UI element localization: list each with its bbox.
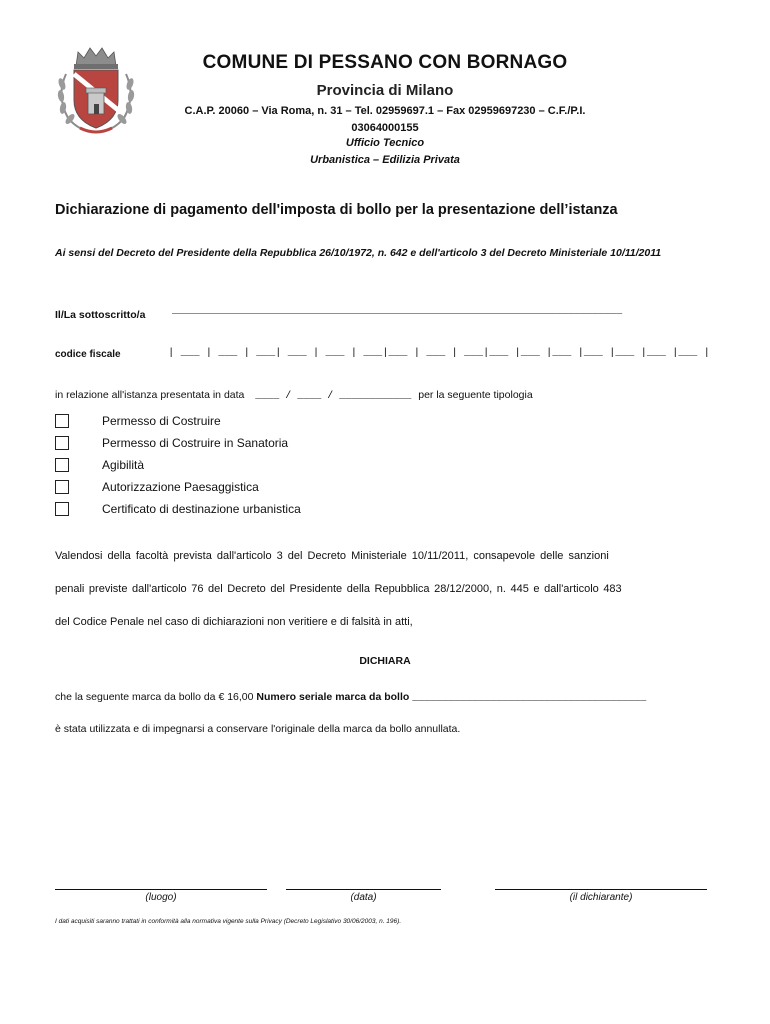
office-name: Ufficio Tecnico: [345, 137, 425, 149]
fiscal-code-label: codice fiscale: [55, 349, 121, 360]
stamp-serial-label: Numero seriale marca da bollo: [256, 691, 410, 703]
province-name: Provincia di Milano: [316, 82, 454, 99]
type-option-label: Permesso di Costruire: [102, 414, 221, 428]
municipal-crest-logo: [52, 44, 140, 136]
relation-suffix: per la seguente tipologia: [418, 389, 533, 401]
type-option-permesso[interactable]: [55, 413, 221, 429]
checkbox[interactable]: [55, 502, 69, 516]
stamp-line: [55, 691, 646, 704]
municipality-title: COMUNE DI PESSANO CON BORNAGO: [202, 52, 568, 73]
declaration-line-1: Valendosi della facoltà prevista dall'articolo 3 del Decreto Ministeriale 10/11/2011, consapevole delle sanzioni: [55, 550, 609, 562]
address-block: [140, 103, 630, 137]
checkbox[interactable]: [55, 458, 69, 472]
signatory-label: Il/La sottoscritto/a: [55, 309, 146, 321]
stamp-prefix: che la seguente marca da bollo da € 16,00: [55, 691, 254, 703]
relation-prefix: in relazione all'istanza presentata in data: [55, 389, 245, 401]
tax-code-line: 03064000155: [351, 122, 419, 134]
type-option-label: Permesso di Costruire in Sanatoria: [102, 436, 289, 450]
date-label: (data): [350, 892, 377, 903]
fiscal-code-boxes[interactable]: | ___ | ___ | ___| ___ | ___ | ___|___ | ___ | ___|___ |___ |___ |___ |___ |___ |___ |: [168, 347, 710, 359]
checkbox[interactable]: [55, 414, 69, 428]
document-title: Dichiarazione di pagamento dell'imposta di bollo per la presentazione dell’istanza: [55, 202, 618, 218]
checkbox[interactable]: [55, 480, 69, 494]
declaration-line-3: del Codice Penale nel caso di dichiarazioni non veritiere e di falsità in atti,: [55, 616, 413, 628]
type-option-agibilita[interactable]: [55, 457, 145, 473]
stamp-usage-text: è stata utilizzata e di impegnarsi a conservare l'originale della marca da bollo annullata.: [55, 723, 461, 735]
type-option-certificato[interactable]: [55, 501, 301, 517]
law-reference: Ai sensi del Decreto del Presidente della Repubblica 26/10/1972, n. 642 e dell'articolo 3 del Decreto Ministeriale 10/11/2011: [55, 247, 662, 259]
type-option-label: Autorizzazione Paesaggistica: [102, 480, 259, 494]
signature-field[interactable]: [495, 889, 707, 890]
signatory-name-field[interactable]: ___________________________________________________________________________: [172, 306, 623, 317]
type-option-paesaggistica[interactable]: [55, 479, 259, 495]
declares-heading: DICHIARA: [359, 655, 411, 667]
application-date-field[interactable]: ____ / ____ / ____________: [255, 391, 412, 402]
type-option-label: Agibilità: [102, 458, 145, 472]
type-option-label: Certificato di destinazione urbanistica: [102, 502, 301, 516]
signer-label: (il dichiarante): [569, 892, 633, 903]
stamp-serial-field[interactable]: _______________________________________: [412, 693, 647, 704]
date-field[interactable]: [286, 889, 441, 890]
department-name: Urbanistica – Edilizia Privata: [310, 154, 460, 166]
checkbox[interactable]: [55, 436, 69, 450]
declaration-line-2: penali previste dall'articolo 76 del Decreto del Presidente della Repubblica 28/12/2000, n. 445 e dall'articolo 483: [55, 583, 622, 595]
relation-line: [55, 389, 533, 402]
type-option-sanatoria[interactable]: [55, 435, 289, 451]
place-field[interactable]: [55, 889, 267, 890]
address-line: C.A.P. 20060 – Via Roma, n. 31 – Tel. 02959697.1 – Fax 02959697230 – C.F./P.I.: [184, 105, 586, 117]
place-label: (luogo): [145, 892, 177, 903]
privacy-notice: I dati acquisiti saranno trattati in conformità alla normativa vigente sulla Privacy (Decreto Legislativo 30/06/2003, n. 196).: [55, 918, 402, 925]
